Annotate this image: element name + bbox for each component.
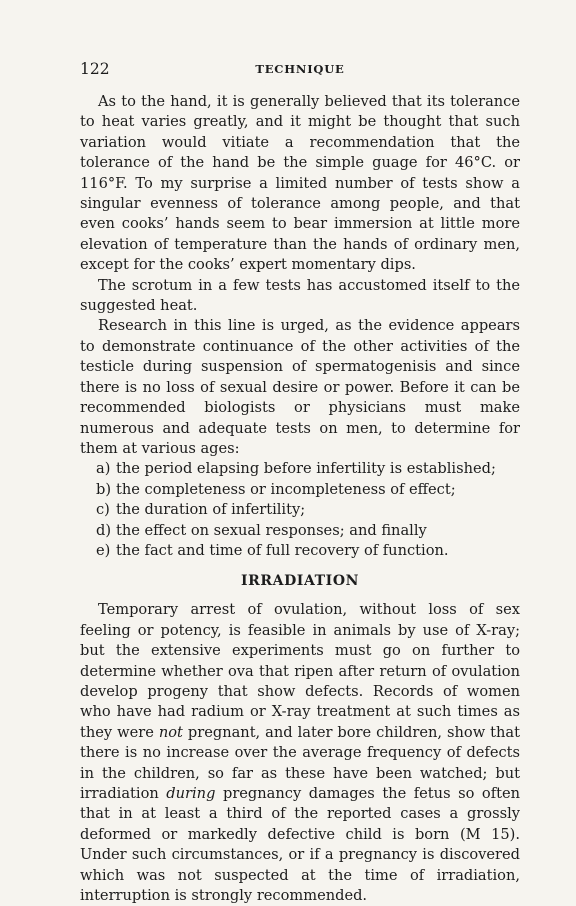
list-item	[80, 459, 520, 479]
paragraph-hand-tolerance: As to the hand, it is generally believed that its tolerance to heat varies greatly, and it might be thought that such variation would vitiate a recommendation that the tolerance of the hand be the simple guage for 46°C. or 116°F. To my surprise a limited number of tests show a singular evenness of tolerance among people, and that even cooks’ hands seem to bear immersion at little more elevation of temperature than the hands of ordinary men, except for the cooks’ expert momentary dips.	[80, 93, 520, 274]
list-marker: b)	[96, 480, 112, 498]
paragraph-scrotum: The scrotum in a few tests has accustomed itself to the suggested heat.	[80, 276, 520, 315]
list-item	[80, 541, 520, 561]
irradiation-text-part3: pregnancy damages the fetus so often that in at least a third of the reported cases a grossly deformed or markedly defective child is born (M 15). Under such circumstances, or if a pregnancy is discovered which was not suspected at the time of irradiation, interruption is strongly recommended.	[80, 785, 520, 905]
paragraph-research: Research in this line is urged, as the evidence appears to demonstrate continuance of the other activities of the testicle during suspension of spermatogenisis and since there is no loss of sexual desire or power. Before it can be recommended biologists or physicians must make numerous and adequate tests on men, to determine for them at various ages:	[80, 317, 520, 457]
list-marker: e)	[96, 541, 111, 559]
list-marker: a)	[96, 460, 111, 478]
list-item-text: the fact and time of full recovery of function.	[116, 541, 449, 559]
list-marker: d)	[96, 521, 112, 539]
list-item	[80, 500, 520, 520]
list-item	[80, 480, 520, 500]
page-body	[80, 92, 520, 906]
paragraph-irradiation	[80, 600, 520, 906]
irradiation-text-part2: pregnant, and later bore children, show that there is no increase over the average frequency of defects in the children, so far as these have been watched; but irradiation	[80, 723, 520, 802]
list-marker: c)	[96, 501, 110, 519]
irradiation-text-part1: Temporary arrest of ovulation, without loss of sex feeling or potency, is feasible in animals by use of X-ray; but the extensive experiments must go on further to determine whether ova that ripen after return of ovulation develop progeny that show defects. Records of women who have had radium or X-ray treatment at such times as they were	[80, 601, 520, 741]
page-number: 122	[80, 60, 110, 78]
emphasis-during: during	[166, 785, 216, 802]
page-header	[80, 60, 520, 82]
list-item-text: the completeness or incompleteness of effect;	[116, 480, 456, 498]
section-heading: IRRADIATION	[240, 573, 360, 590]
emphasis-not: not	[158, 723, 183, 741]
research-list	[80, 459, 520, 561]
list-item-text: the duration of infertility;	[116, 501, 306, 519]
list-item	[80, 521, 520, 541]
running-head: TECHNIQUE	[255, 62, 345, 76]
list-item-text: the effect on sexual responses; and finally	[116, 521, 427, 539]
list-item-text: the period elapsing before infertility is established;	[116, 460, 496, 478]
